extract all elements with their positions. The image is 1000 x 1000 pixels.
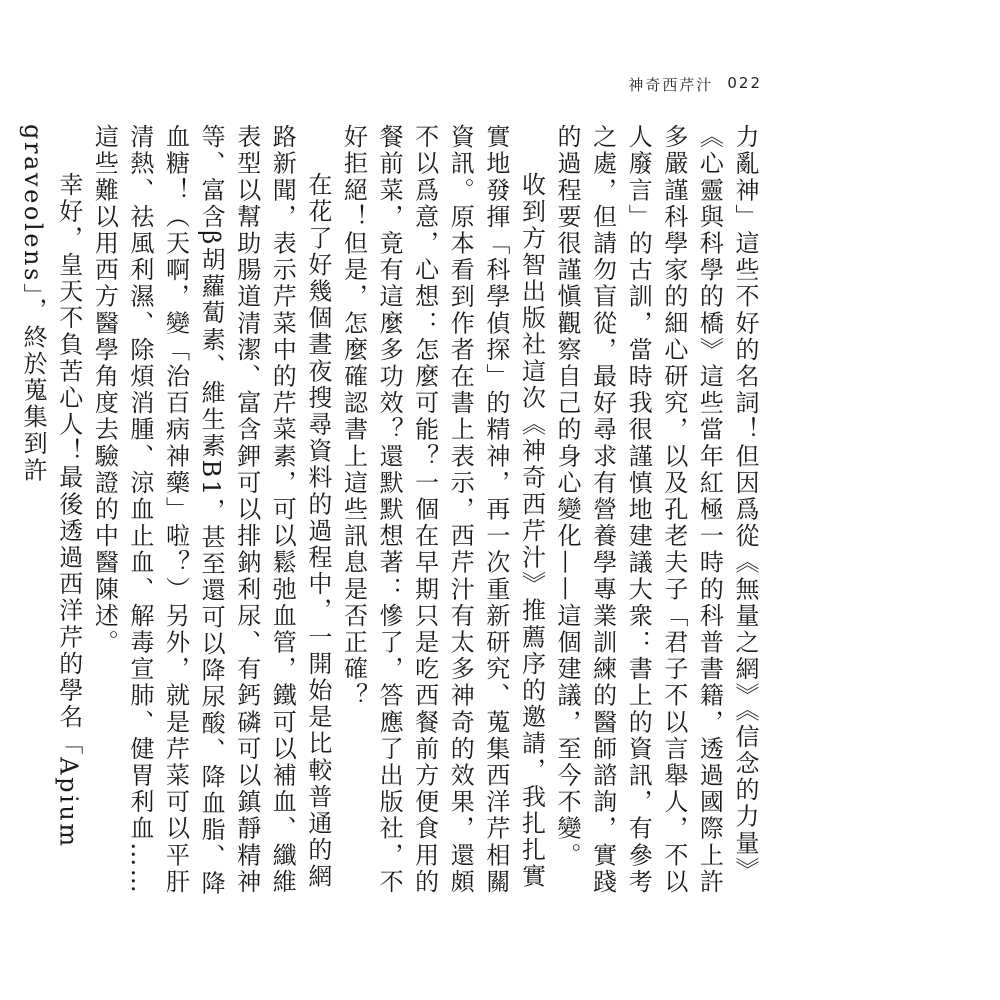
paragraph-1: 力亂神」這些不好的名詞！但因爲從《無量之網》《信念的力量》《心靈與科學的橋》這些當年紅極一時的科普書籍，透過國際上許多嚴謹科學家的細心研究，以及孔老夫子「君子不以言舉人，不以人廢言」的古訓，當時我很謹慎地建議大衆：書上的資訊，有參考之處，但請勿盲從，最好尋求有營養學專業訓練的醫師諮詢，實踐的過程要很謹愼觀察自己的身心變化——這個建議，至今不變。	[553, 124, 759, 896]
body-text	[15, 124, 762, 914]
running-header	[628, 74, 762, 95]
paragraph-2: 收到方智出版社這次《神奇西芹汁》推薦序的邀請，我扎扎實實地發揮「科學偵探」的精神，再一次重新研究、蒐集西洋芹相關資訊。原本看到作者在書上表示，西芹汁有太多神奇的效果，還頗不以爲意，心想：怎麼可能？一個在早期只是吃西餐前方便食用的餐前菜，竟有這麼多功效？還默默想著：慘了，答應了出版社，不好拒絕！但是，怎麼確認書上這些訊息是否正確？	[339, 124, 546, 896]
paragraph-4: 幸好，皇天不負苦心人！最後透過西洋芹的學名「Apium graveolens」，終於蒐集到許	[19, 124, 83, 849]
paragraph-3: 在花了好幾個晝夜搜尋資料的過程中，一開始是比較普通的網路新聞，表示芹菜中的芹菜素，可以鬆弛血管，鐵可以補血、纖維表型以幫助腸道清潔、富含鉀可以排鈉利尿、有鈣磷可以鎮靜精神等、富含β胡蘿蔔素、維生素B1，甚至還可以降尿酸、降血脂、降血糖！（天啊，變「治百病神藥」啦？）另外，就是芹菜可以平肝清熱、祛風利濕、除煩消腫、涼血止血、解毒宣肺、健胃利血……這些難以用西方醫學角度去驗證的中醫陳述。	[90, 124, 332, 897]
page-number: 022	[727, 74, 762, 92]
book-title: 神奇西芹汁	[628, 76, 714, 94]
